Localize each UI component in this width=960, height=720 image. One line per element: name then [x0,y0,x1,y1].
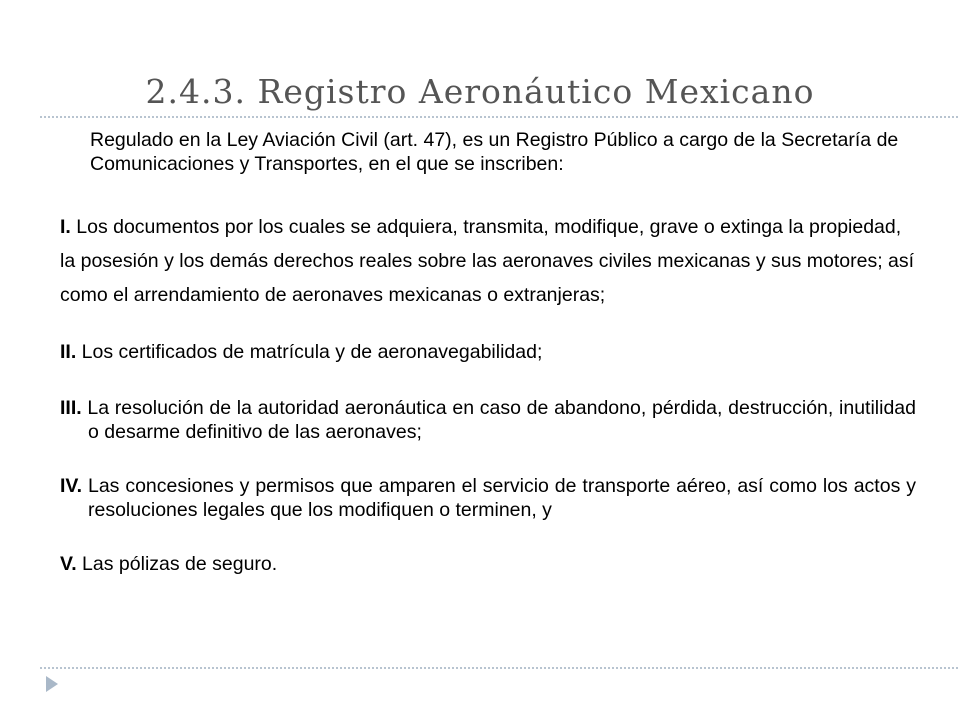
page-title: 2.4.3. Registro Aeronáutico Mexicano [145,72,815,111]
item-text: La resolución de la autoridad aeronáutica en caso de abandono, pérdida, destrucción, inutilidad o desarme definitivo de las aeronaves; [81,397,916,443]
item-text: Las concesiones y permisos que amparen el servicio de transporte aéreo, así como los actos y resoluciones legales que los modifiquen o terminen, y [82,475,916,521]
list-item-v [60,552,916,576]
footer-divider [40,667,960,669]
list-item-iii [60,396,916,444]
item-text: Los documentos por los cuales se adquiera, transmita, modifique, grave o extinga la propiedad, la posesión y los demás derechos reales sobre las aeronaves civiles mexicanas y sus motores; así como el arrendamiento de aeronaves mexicanas o extranjeras; [60,216,915,306]
item-text: Los certificados de matrícula y de aeronavegabilidad; [76,341,543,363]
item-numeral: V. [60,553,77,575]
item-numeral: I. [60,216,71,238]
list-item-i [60,210,916,312]
item-text: Las pólizas de seguro. [76,553,278,575]
list-item-ii [60,340,916,364]
item-numeral: III. [60,397,82,419]
slide-content [60,128,916,608]
triangle-bullet-icon [46,676,58,692]
item-numeral: II. [60,341,77,363]
item-numeral: IV. [60,475,83,497]
intro-paragraph: Regulado en la Ley Aviación Civil (art. 47), es un Registro Público a cargo de la Secretaría de Comunicaciones y Transportes, en el que se inscriben: [90,129,899,175]
list-item-iv [60,474,916,522]
title-divider [40,116,960,118]
